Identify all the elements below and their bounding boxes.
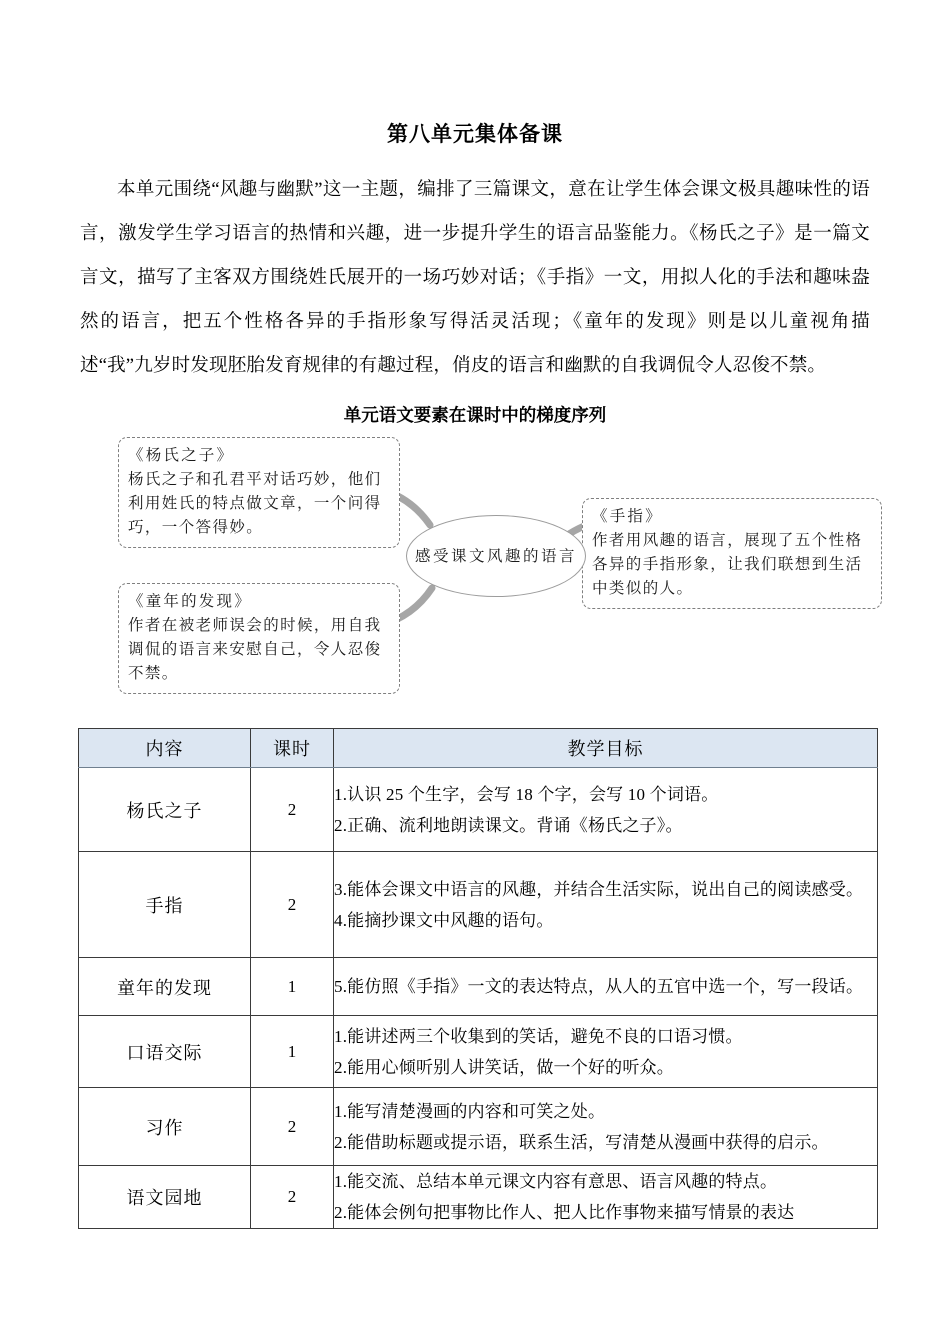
diagram-node-body: 作者在被老师误会的时候，用自我调侃的语言来安慰自己，令人忍俊不禁。	[128, 617, 382, 682]
teaching-plan-table	[78, 728, 878, 1229]
diagram-node-body: 作者用风趣的语言，展现了五个性格各异的手指形象，让我们联想到生活中类似的人。	[592, 532, 863, 597]
table-cell-content: 口语交际	[79, 1016, 251, 1088]
goal-item: 3.能体会课文中语言的风趣，并结合生活实际，说出自己的阅读感受。	[334, 879, 864, 899]
page-bottom-margin	[0, 1232, 950, 1344]
diagram-center-label: 感受课文风趣的语言	[414, 547, 577, 565]
table-cell-hours: 1	[251, 958, 334, 1016]
table-header-content: 内容	[79, 729, 251, 768]
table-cell-content: 杨氏之子	[79, 768, 251, 852]
table-cell-hours: 1	[251, 1016, 334, 1088]
table-header-goals: 教学目标	[334, 729, 878, 768]
table-row	[79, 1088, 878, 1166]
table-cell-goals	[334, 768, 878, 852]
goal-item: 5.能仿照《手指》一文的表达特点，从人的五官中选一个，写一段话。	[334, 977, 864, 996]
table-cell-hours: 2	[251, 1166, 334, 1229]
goal-item: 1.能交流、总结本单元课文内容有意思、语言风趣的特点。	[334, 1172, 778, 1191]
goal-item: 2.能体会例句把事物比作人、把人比作事物来描写情景的表达	[334, 1203, 795, 1222]
goal-item: 2.能借助标题或提示语，联系生活，写清楚从漫画中获得的启示。	[334, 1132, 829, 1152]
table-cell-goals	[334, 1016, 878, 1088]
table-cell-hours: 2	[251, 768, 334, 852]
table-cell-goals	[334, 852, 878, 958]
goal-item: 1.能讲述两三个收集到的笑话，避免不良的口语习惯。	[334, 1026, 743, 1046]
table-row	[79, 958, 878, 1016]
table-row	[79, 1016, 878, 1088]
diagram-node-title: 《杨氏之子》	[128, 447, 235, 464]
goal-item: 2.正确、流利地朗读课文。背诵《杨氏之子》。	[334, 815, 683, 835]
page-title: 第八单元集体备课	[387, 122, 563, 146]
table-cell-goals	[334, 1166, 878, 1229]
gradient-sequence-diagram	[0, 425, 950, 705]
diagram-node-title: 《手指》	[592, 508, 663, 525]
table-cell-content: 习作	[79, 1088, 251, 1166]
intro-paragraph: 本单元围绕“风趣与幽默”这一主题，编排了三篇课文，意在让学生体会课文极具趣味性的语言，激发学生学习语言的热情和兴趣，进一步提升学生的语言品鉴能力。《杨氏之子》是一篇文言文，描写了主客双方围绕姓氏展开的一场巧妙对话；《手指》一文，用拟人化的手法和趣味盎然的语言，把五个性格各异的手指形象写得活灵活现；《童年的发现》则是以儿童视角描述“我”九岁时发现胚胎发育规律的有趣过程，俏皮的语言和幽默的自我调侃令人忍俊不禁。	[80, 180, 870, 376]
table-cell-content: 童年的发现	[79, 958, 251, 1016]
table-cell-goals	[334, 958, 878, 1016]
diagram-node-body: 杨氏之子和孔君平对话巧妙，他们利用姓氏的特点做文章，一个问得巧，一个答得妙。	[128, 471, 382, 536]
table-cell-content: 语文园地	[79, 1166, 251, 1229]
table-cell-content: 手指	[79, 852, 251, 958]
diagram-center-node	[406, 515, 586, 597]
table-cell-hours: 2	[251, 852, 334, 958]
table-cell-goals	[334, 1088, 878, 1166]
table-header-hours: 课时	[251, 729, 334, 768]
table-cell-hours: 2	[251, 1088, 334, 1166]
goal-item: 4.能摘抄课文中风趣的语句。	[334, 910, 554, 930]
diagram-node-tongniandefaxian	[118, 583, 400, 694]
table-row	[79, 768, 878, 852]
goal-item: 1.认识 25 个生字，会写 18 个字，会写 10 个词语。	[334, 784, 719, 804]
diagram-node-yangshizhizi	[118, 437, 400, 548]
table-header-row	[79, 729, 878, 768]
section-subtitle: 单元语文要素在课时中的梯度序列	[343, 405, 607, 425]
goal-item: 1.能写清楚漫画的内容和可笑之处。	[334, 1101, 606, 1121]
table-row	[79, 1166, 878, 1229]
goal-item: 2.能用心倾听别人讲笑话，做一个好的听众。	[334, 1057, 674, 1077]
diagram-node-shouzhi	[582, 498, 882, 609]
table-row	[79, 852, 878, 958]
diagram-node-title: 《童年的发现》	[128, 593, 252, 610]
